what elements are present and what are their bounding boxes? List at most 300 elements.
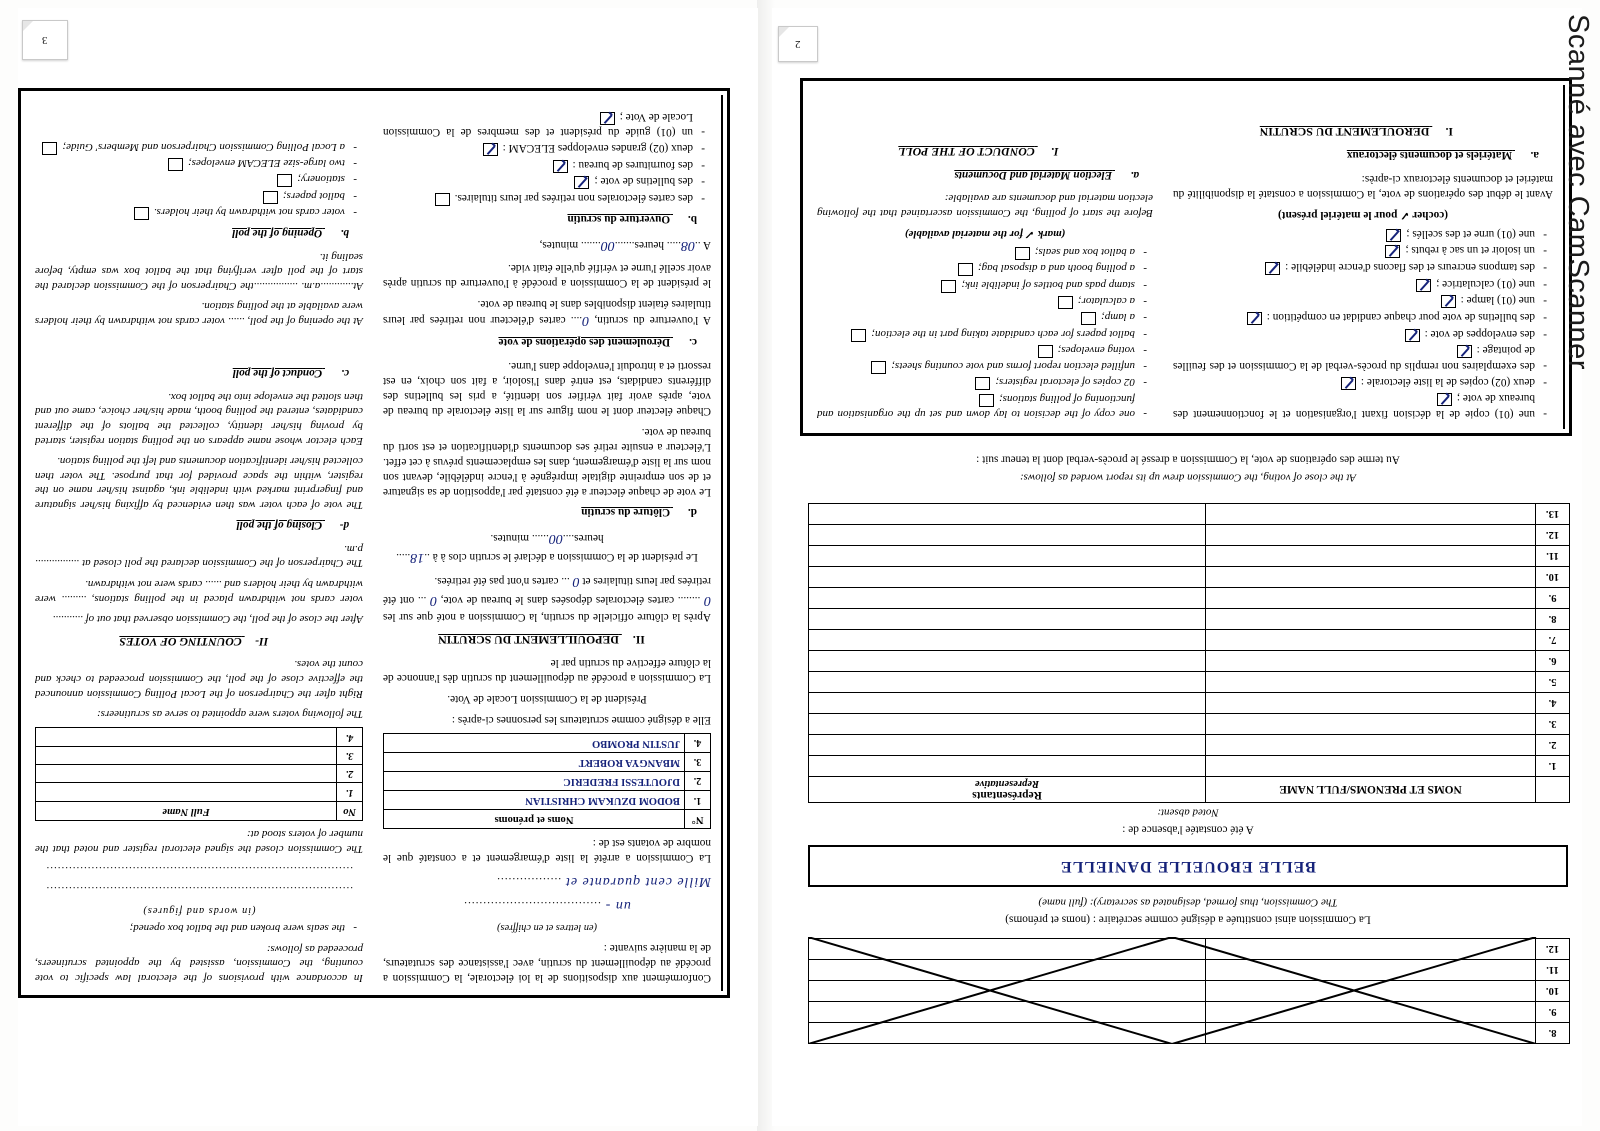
en-sub-c-heading <box>35 365 363 380</box>
checkbox-calculator[interactable] <box>1058 296 1073 309</box>
item-label: des enveloppes de vote : <box>1424 327 1535 340</box>
list-item <box>817 310 1147 325</box>
row-fullname[interactable] <box>1206 525 1536 546</box>
checkbox-decision-copy[interactable] <box>979 394 994 407</box>
fr-cards-note-4: cartes n'ont pas été retirées. <box>434 575 559 588</box>
row-no: 12. <box>1536 525 1570 546</box>
row-representative[interactable] <box>809 588 1206 609</box>
checkbox-calculatrice[interactable] <box>1416 279 1431 292</box>
fr-sub-b-3b: cartes d'électeur non retirées par leurs titulaires étaient disponibles dans le bureau de vote. <box>383 297 711 327</box>
absent-en: Noted absent: <box>1157 806 1219 819</box>
fr-section-ii-title: DEPOUILLEMENT DU SCRUTIN <box>438 632 619 647</box>
item-label: des tampons encreurs et des flacons d'encre indélébile : <box>1285 260 1535 273</box>
list-item <box>817 359 1147 374</box>
list-item <box>817 245 1147 260</box>
secretary-caption-fr: La Commission ainsi constituée a désigné comme secrétaire : (noms et prénoms) <box>1005 913 1371 926</box>
row-representative[interactable] <box>809 651 1206 672</box>
item-label: a ballot box and seals; <box>1034 246 1135 259</box>
checkbox-ballot-papers[interactable] <box>851 329 866 342</box>
absent-fr: A été constatée l'absence de : <box>1122 823 1254 836</box>
bullet-dash-icon: - <box>1143 263 1147 276</box>
row-no: 11. <box>1536 546 1570 567</box>
material-label: des fournitures de bureau : <box>572 158 693 171</box>
row-fullname[interactable] <box>1206 939 1536 960</box>
closing-minutes-label: minutes. <box>490 532 530 545</box>
item-label: des bulletins de vote pour chaque candidat en compétition : <box>1266 310 1535 323</box>
en-section-ii-num: II- <box>255 634 269 649</box>
checkbox-enveloppes-elecam[interactable] <box>483 143 498 156</box>
row-fullname[interactable] <box>1206 672 1536 693</box>
item-label: unfilled election report forms and vote counting sheets; <box>891 360 1135 373</box>
checkbox-report-forms[interactable] <box>871 361 886 374</box>
fr-sub-d-letter: d. <box>687 506 697 519</box>
checkbox-isoloir-sac[interactable] <box>1385 245 1400 258</box>
en-sub-d-body: The Chairperson of the Commission declared the poll closed at ................ p.m. <box>35 542 363 570</box>
fr-cards-hand-1: 0 <box>704 592 711 608</box>
item-label: a lamp; <box>1101 311 1135 324</box>
row-no: 8. <box>1536 609 1570 630</box>
fr-sub-b-3a: A l'ouverture du scrutin, <box>594 314 711 327</box>
fr-sub-c-letter: c. <box>689 336 697 349</box>
en-cards-note: voter cards not withdrawn placed in the polling stations, ......... were withdrawn by their holders and ...... cards were not withdrawn. <box>35 577 363 605</box>
en-sub-b-heading <box>35 225 363 240</box>
left-page-english-column <box>25 95 373 991</box>
material-label: ballot papers; <box>282 189 345 202</box>
crossed-out-grid <box>808 938 1570 1044</box>
table-row <box>809 588 1570 609</box>
row-fullname[interactable] <box>1206 693 1536 714</box>
list-item <box>1173 259 1547 275</box>
fr-cards-hand-2: 0 <box>430 592 437 608</box>
table-row <box>809 735 1570 756</box>
list-item <box>1173 309 1547 325</box>
checkbox-lampe[interactable] <box>1441 295 1456 308</box>
material-label: un (01) guide du président et des membres de la Commission Locale de Vote ; <box>383 110 693 139</box>
row-representative[interactable] <box>809 672 1206 693</box>
row-representative[interactable] <box>809 981 1206 1002</box>
list-item <box>383 157 705 173</box>
right-page-french-column <box>1163 85 1565 429</box>
list-item <box>817 343 1147 358</box>
table-header-row <box>384 809 711 828</box>
en-mark-note: (mark ✓ for the material available) <box>904 227 1066 240</box>
dogear-icon <box>779 27 789 37</box>
row-fullname[interactable] <box>1206 1002 1536 1023</box>
fr-dotted-line-2: Mille cent quarante et ................. <box>496 873 711 889</box>
en-sub-d-letter: d- <box>339 519 349 532</box>
checkbox-voter-cards[interactable] <box>134 207 149 220</box>
closing-hours-label: heures <box>574 532 604 545</box>
fr-sub-b-title: Ouverture du scrutin <box>567 212 671 225</box>
bullet-dash-icon: - <box>353 141 357 154</box>
checkbox-enveloppes-vote[interactable] <box>1405 329 1420 342</box>
fr-voters-count-intro: La Commission a arrêté la liste d'émargement et a constaté que le nombre de votants est de : <box>383 837 711 865</box>
row-no: 5. <box>1536 672 1570 693</box>
fr-materiel-list <box>1173 226 1553 421</box>
row-no: 1. <box>685 790 711 809</box>
list-item <box>35 172 357 187</box>
right-intro-fr: Au terme des opérations de vote, la Commission a dressé le procès-verbal dont la teneur suit : <box>976 454 1400 467</box>
representatives-table <box>808 503 1570 803</box>
item-label: une (01) urne et des scellés ; <box>1406 227 1535 240</box>
table-row <box>809 714 1570 735</box>
list-item <box>817 277 1147 292</box>
secretary-caption-block <box>808 895 1568 927</box>
row-representative[interactable] <box>809 756 1206 777</box>
rep-col-representative-en: Representative <box>974 778 1040 789</box>
item-label: des exemplaires non remplis du procès-verbal de la Commission et des feuilles de pointage : <box>1173 344 1535 372</box>
scrutineer-name[interactable]: MBANGYA ROBERT <box>384 752 685 771</box>
en-seals-list <box>35 921 363 935</box>
en-section-ii-heading <box>35 633 363 649</box>
row-no: 2. <box>1536 735 1570 756</box>
closing-minutes-value[interactable]: 00 <box>548 531 563 547</box>
checkbox-urne-scelles[interactable] <box>1386 229 1401 242</box>
rep-col-representative-fr: Représentants <box>972 789 1042 801</box>
list-item <box>383 109 705 139</box>
checkbox-envelopes[interactable] <box>168 158 183 171</box>
bullet-dash-icon: - <box>1143 295 1147 308</box>
table-row <box>809 693 1570 714</box>
bullet-dash-icon: - <box>1143 344 1147 357</box>
fr-sub-b-body-2: le président de la Commission a procédé à l'ouverture du scrutin après avoir scellé l'urne et vérifié qu'elle était vide. <box>383 261 711 289</box>
secretary-caption-en: The Commission, thus formed, designated as secretary): (full name) <box>1038 896 1338 909</box>
page-number-right: 2 <box>795 38 801 50</box>
item-label: un isoloir et un sac à rebuts ; <box>1405 244 1535 257</box>
item-label: une (01) copie de la décision fixant l'organisation et le fonctionnement des bureaux de vote ; <box>1173 392 1535 420</box>
row-no: 2. <box>685 771 711 790</box>
row-fullname[interactable] <box>1206 1023 1536 1044</box>
fr-dotted-line-1: un - .................................... <box>463 898 631 914</box>
table-row <box>809 981 1570 1002</box>
en-sub-c-title: Conduct of the poll <box>232 367 323 380</box>
row-fullname[interactable] <box>1206 567 1536 588</box>
fr-section-i-title: DEROULEMENT DU SCRUTIN <box>1259 124 1430 139</box>
page-number-chip-left <box>22 20 68 60</box>
checkbox-ballot-papers[interactable] <box>263 191 278 204</box>
fr-section-i-heading <box>1173 123 1553 139</box>
en-register-note: The Commission closed the signed electoral register and noted that the number of voters stood at: <box>35 828 363 855</box>
absent-block <box>808 805 1568 837</box>
scrutineer-name[interactable]: JUSTIN PROMBO <box>384 733 685 752</box>
table-row <box>809 546 1570 567</box>
checkbox-stationery[interactable] <box>277 174 292 187</box>
row-no: 3. <box>337 746 363 764</box>
list-item <box>1173 374 1547 390</box>
item-label: a polling booth and a disposal bag; <box>977 262 1135 275</box>
opening-hours-label: heures <box>634 238 665 251</box>
item-label: deux (02) copies de la liste électorale : <box>1360 375 1535 388</box>
right-page-top-frame <box>800 78 1572 436</box>
row-representative[interactable] <box>809 609 1206 630</box>
table-row <box>384 733 711 752</box>
material-label: two large-size ELECAM envelopes; <box>188 157 345 169</box>
list-item <box>1173 243 1547 259</box>
bullet-dash-icon: - <box>1543 295 1547 308</box>
table-row <box>809 1002 1570 1023</box>
row-representative[interactable] <box>809 546 1206 567</box>
row-no: 12. <box>1536 939 1570 960</box>
row-no: 7. <box>1536 630 1570 651</box>
row-fullname[interactable] <box>1206 630 1536 651</box>
left-page-frame <box>18 88 730 998</box>
row-fullname[interactable] <box>1206 546 1536 567</box>
fr-section-ii-body: La Commission a procédé au dépouillement du scrutin dès l'annonce de la clôture effective du scrutin par le <box>383 656 711 684</box>
fr-sub-a-title: Matériels et documents électoraux <box>1346 148 1513 161</box>
row-fullname[interactable] <box>1206 714 1536 735</box>
bullet-dash-icon: - <box>1543 376 1547 389</box>
en-sub-d-title: Closing of the poll <box>236 519 323 532</box>
fr-scrutineers-intro-2: Elle a désigné comme scrutateurs les personnes ci-après : <box>451 713 711 726</box>
row-no: 6. <box>1536 651 1570 672</box>
table-row <box>384 752 711 771</box>
material-label: a Local Polling Commission Chairperson and Members' Guide; <box>62 140 345 153</box>
en-dotted-line-1: .................................................................................. <box>45 884 353 897</box>
table-row <box>809 651 1570 672</box>
fr-cards-note-3: ont été retirées par leurs titulaires et <box>382 575 711 606</box>
bullet-dash-icon: - <box>1143 361 1147 374</box>
row-no: 4. <box>685 733 711 752</box>
row-fullname[interactable] <box>1206 960 1536 981</box>
checkbox-ballot-box[interactable] <box>1015 247 1030 260</box>
checkbox-guide-president[interactable] <box>600 112 615 125</box>
row-fullname[interactable] <box>1206 651 1536 672</box>
row-no: 4. <box>337 728 363 746</box>
table-row <box>36 764 363 782</box>
row-value[interactable] <box>36 746 337 764</box>
checkbox-cartes-non-retirees[interactable] <box>435 193 450 206</box>
row-representative[interactable] <box>809 504 1206 525</box>
fr-sub-c-title: Déroulement des opérations de vote <box>498 336 671 349</box>
secretary-name-box[interactable] <box>808 845 1568 887</box>
row-representative[interactable] <box>809 525 1206 546</box>
checkbox-voting-envelopes[interactable] <box>1038 345 1053 358</box>
table-row <box>809 1023 1570 1044</box>
table-row <box>809 504 1570 525</box>
row-value[interactable] <box>36 764 337 782</box>
en-continued-top: In accordance with provisions of the electoral law specific to vote counting, the Commission, assisted by the appointed scrutineers, proceeded as follows: <box>35 942 363 984</box>
list-item <box>817 391 1147 421</box>
checkbox-electoral-registers[interactable] <box>975 377 990 390</box>
bullet-dash-icon: - <box>1543 328 1547 341</box>
row-no: 3. <box>1536 714 1570 735</box>
row-representative[interactable] <box>809 939 1206 960</box>
bullet-dash-icon: - <box>1543 228 1547 241</box>
dogear-icon <box>23 21 33 31</box>
checkbox-tampons-encre[interactable] <box>1265 262 1280 275</box>
right-page-intro-block <box>808 452 1568 485</box>
scrutineer-name[interactable]: BODOM DZUKAM CHRISTIAN <box>384 790 685 809</box>
en-sub-a-heading <box>817 167 1153 182</box>
table-row <box>809 525 1570 546</box>
bullet-dash-icon: - <box>701 126 705 139</box>
rep-col-index <box>1536 777 1570 803</box>
checkbox-copie-decision[interactable] <box>1437 393 1452 406</box>
rep-col-fullname: NOMS ET PRENOMS/FULL NAME <box>1206 777 1536 803</box>
table-row <box>809 609 1570 630</box>
list-item <box>817 294 1147 309</box>
fr-sub-d-title: Clôture du scrutin <box>581 506 671 519</box>
bullet-dash-icon: - <box>701 142 705 155</box>
en-material-checklist <box>35 139 363 219</box>
fr-col-names: Noms et prénoms <box>384 809 685 828</box>
item-label: ballot papers for each candidate taking part in the election; <box>871 327 1135 340</box>
fr-sub-a-letter: a. <box>1530 148 1539 161</box>
bullet-dash-icon: - <box>1143 279 1147 292</box>
rep-col-representative <box>809 777 1206 803</box>
item-label: une (01) lampe : <box>1460 294 1535 307</box>
list-item <box>1173 343 1547 373</box>
row-fullname[interactable] <box>1206 609 1536 630</box>
en-section-i-num: I. <box>1050 144 1059 159</box>
bullet-dash-icon: - <box>353 174 357 187</box>
list-item <box>817 375 1147 390</box>
material-label: deux (02) grandes enveloppes ELECAM : <box>502 141 693 154</box>
row-no: 13. <box>1536 504 1570 525</box>
bullet-dash-icon: - <box>1143 377 1147 390</box>
checkbox-exemplaires-pv[interactable] <box>1457 345 1472 358</box>
fr-material-checklist <box>383 109 711 206</box>
row-fullname[interactable] <box>1206 504 1536 525</box>
row-no: 8. <box>1536 1023 1570 1044</box>
list-item <box>1173 293 1547 309</box>
left-page-french-column <box>373 95 723 991</box>
en-sub-b-body-2: At the opening of the poll, ...... voter cards not withdrawn by their holders were available at the polling station. <box>35 300 363 328</box>
voters-count-hand-1: Mille cent quarante et <box>564 873 711 889</box>
bullet-dash-icon: - <box>1543 359 1547 372</box>
item-label: 02 copies of electoral registers; <box>995 376 1135 389</box>
opening-hours-value[interactable]: 08 <box>680 237 695 253</box>
opening-minutes-value[interactable]: 00 <box>600 237 615 253</box>
checkbox-copies-liste-electorale[interactable] <box>1341 377 1356 390</box>
list-item <box>383 140 705 156</box>
bullet-dash-icon: - <box>353 190 357 203</box>
item-label: une (01) calculatrice ; <box>1436 277 1535 290</box>
fr-sub-b-heading <box>383 211 711 226</box>
table-row <box>809 939 1570 960</box>
item-label: stamp pads and bottles of indelible ink; <box>961 278 1135 291</box>
crossed-out-grid-wrapper <box>808 938 1570 1044</box>
row-fullname[interactable] <box>1206 756 1536 777</box>
checkbox-fournitures-bureau[interactable] <box>553 160 568 173</box>
checkbox-stamp-pads[interactable] <box>941 280 956 293</box>
checkbox-lamp[interactable] <box>1081 312 1096 325</box>
row-representative[interactable] <box>809 693 1206 714</box>
material-label: des cartes électorales non retirées par leurs titulaires. <box>454 191 693 204</box>
row-no: 3. <box>685 752 711 771</box>
list-item <box>35 188 357 203</box>
bullet-dash-icon: - <box>1543 408 1547 420</box>
row-representative[interactable] <box>809 567 1206 588</box>
row-fullname[interactable] <box>1206 735 1536 756</box>
fr-section-ii-heading <box>383 631 711 647</box>
material-label: stationery; <box>297 173 345 186</box>
fr-cards-note: Après la clôture officielle du scrutin, la Commission a noté que sur les 0 ........ cartes électorales déposées dans le bureau de vote, 0 ... ont été retirées par leurs titulaires et 0 ... cartes n'ont pas été retirées. <box>382 574 711 623</box>
row-no: 2. <box>337 764 363 782</box>
list-item <box>35 139 357 154</box>
en-sub-b-title: Opening of the poll <box>232 226 323 239</box>
fr-cards-note-2: cartes électorales déposées dans le bureau de vote, <box>440 593 675 606</box>
en-seals-bullet-label: the seals were broken and the ballot box opened; <box>129 922 345 935</box>
fr-sub-a-heading <box>1173 147 1553 162</box>
list-item <box>1173 226 1547 242</box>
checkbox-bulletins-candidats[interactable] <box>1247 312 1262 325</box>
fr-sub-b-letter: b. <box>687 212 697 225</box>
representatives-table-wrapper <box>808 503 1570 803</box>
camscanner-watermark: Scanné avec CamScanner <box>1562 14 1594 370</box>
row-representative[interactable] <box>809 1023 1206 1044</box>
row-representative[interactable] <box>809 714 1206 735</box>
fr-section-i-num: I. <box>1445 124 1454 139</box>
row-representative[interactable] <box>809 1002 1206 1023</box>
list-item <box>817 261 1147 276</box>
row-representative[interactable] <box>809 630 1206 651</box>
fr-sub-b-body-1: A <box>703 238 711 251</box>
bullet-dash-icon: - <box>1543 278 1547 291</box>
bullet-dash-icon: - <box>353 158 357 170</box>
row-fullname[interactable] <box>1206 588 1536 609</box>
fr-closing-time-line: Le président de la Commission a déclaré le scrutin clos à à ..18..... heures....00...... minutes. <box>396 531 698 565</box>
row-representative[interactable] <box>809 960 1206 981</box>
checkbox-polling-booth[interactable] <box>958 263 973 276</box>
closing-hours-value[interactable]: 18 <box>410 549 425 565</box>
voters-count-hand-2: un - <box>604 898 631 914</box>
table-row <box>809 960 1570 981</box>
en-sub-c-p2: The vote of each voter was then evidenced by affixing his/her signature and fingerprint marked with indelible ink, against his/her name on the register, within the space provided for that purpose. The voter then collected his/her identification documents and left the polling station. <box>35 455 363 512</box>
row-value[interactable] <box>36 728 337 746</box>
en-scrutineers-intro: The following voters were appointed to serve as scrutineers: <box>96 708 363 721</box>
fr-opening-time-line: A ..08..... heures.......00....... minutes, <box>539 237 711 253</box>
row-no: 10. <box>1536 981 1570 1002</box>
table-row <box>36 783 363 801</box>
page-number-left: 3 <box>42 34 48 46</box>
bullet-dash-icon: - <box>701 159 705 172</box>
bullet-dash-icon: - <box>1143 312 1147 325</box>
row-value[interactable] <box>36 783 337 801</box>
right-page-english-column <box>807 85 1163 429</box>
table-header-row <box>36 801 363 820</box>
row-representative[interactable] <box>809 735 1206 756</box>
en-sub-c-p1: Each elector whose name appears on the polling station register, started by proving his/her identity, collected the ballots of the different candidates, entered the polling booth, made his/her choice, came out and then slotted the envelope into the ballot box. <box>35 390 363 447</box>
fr-sub-b-body-3: A l'ouverture du scrutin, 0.... cartes d'électeur non retirées par leurs titulaires étaient disponibles dans le bureau de vote. <box>383 297 711 329</box>
fr-sub-a-body: Avant le début des opérations de vote, la Commission a constaté la disponibilité du matériel et documents électoraux ci-après: <box>1173 172 1553 200</box>
checkbox-bulletins-de-vote[interactable] <box>574 176 589 189</box>
material-label: voter cards not withdrawn by their holders. <box>153 205 345 218</box>
bullet-dash-icon: - <box>1543 261 1547 274</box>
en-sub-b-letter: b. <box>340 226 349 239</box>
list-item <box>817 326 1147 341</box>
row-no: 9. <box>1536 1002 1570 1023</box>
row-fullname[interactable] <box>1206 981 1536 1002</box>
table-row <box>36 746 363 764</box>
fr-scrutineers-intro-1: Président de la Commission Locale de Vote. <box>447 692 647 705</box>
bullet-dash-icon: - <box>353 206 357 219</box>
list-item <box>383 190 705 206</box>
list-item <box>383 174 705 190</box>
en-section-i-title: CONDUCT OF THE POLL <box>898 144 1035 159</box>
secretary-name-value: BELLE EBOUELLE DANIELLE <box>1060 858 1316 875</box>
en-sub-c-letter: c. <box>341 367 349 380</box>
right-intro-en: At the close of voting, the Commission drew up its report worded as follows: <box>1019 471 1357 484</box>
list-item <box>1173 276 1547 292</box>
bullet-dash-icon: - <box>1143 247 1147 260</box>
item-label: one copy of the decision to lay down and set up the organisation and functioning of polling stations; <box>817 392 1135 420</box>
bullet-dash-icon: - <box>701 192 705 205</box>
checkbox-guide[interactable] <box>42 142 57 155</box>
material-label: des bulletins de vote ; <box>594 175 693 188</box>
fr-mark-note: (cocher ✓ pour le matériel présent) <box>1278 208 1448 221</box>
scrutineer-name[interactable]: DJOUTESSI FREDERIC <box>384 771 685 790</box>
